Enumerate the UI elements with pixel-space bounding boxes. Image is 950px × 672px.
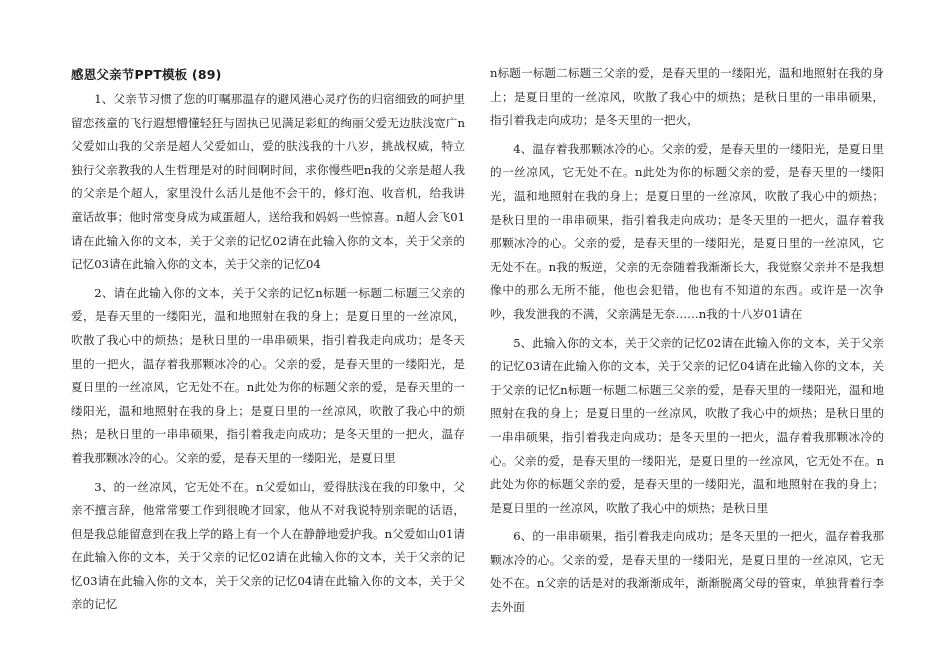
paragraph-6: 6、的一串串硕果，指引着我走向成功；是冬天里的一把火，温存着我那颗冰冷的心。父亲的爱，是春天里的一缕阳光，是夏日里的一丝凉风，它无处不在。n父亲的话是对的我渐渐成年，渐渐脱离父母的管束，单独背着行李去外面: [490, 529, 884, 615]
right-column: [490, 62, 884, 625]
paragraph-2: 2、请在此输入你的文本，关于父亲的记忆n标题一标题二标题三父亲的爱，是春天里的一缕阳光，温和地照射在我的身上；是夏日里的一丝凉风，吹散了我心中的烦热；是秋日里的一串串硕果，指引着我走向成功；是冬天里的一把火，温存着我那颗冰冷的心。父亲的爱，是春天里的一缕阳光，是夏日里的一丝凉风，它无处不在。n此处为你的标题父亲的爱，是春天里的一缕阳光，温和地照射在我的身上；是夏日里的一丝凉风，吹散了我心中的烦热；是秋日里的一串串硕果，指引着我走向成功；是冬天里的一把火，温存着我那颗冰冷的心。父亲的爱，是春天里的一缕阳光，是夏日里: [71, 285, 465, 465]
paragraph-1: 1、父亲节习惯了您的叮嘱那温存的避风港心灵疗伤的归宿细致的呵护里留恋孩童的飞行遐想懵懂轻狂与固执已见满足彩虹的绚丽父爱无边肤浅宽广n父爱如山我的父亲是超人父爱如山，爱的肤浅我的十八岁，挑战权威，特立独行父亲教我的人生哲理是对的时间啊时间，求你慢些吧n我的父亲是超人我的父亲是个超人，家里没什么活儿是他不会干的，修灯泡、收音机，给我讲童话故事；他时常变身成为咸蛋超人，送给我和妈妈一些惊喜。n超人会飞01请在此输入你的文本，关于父亲的记忆02请在此输入你的文本，关于父亲的记忆03请在此输入你的文本，关于父亲的记忆04: [71, 92, 465, 272]
left-column: [71, 64, 465, 622]
paragraph-5: 5、此输入你的文本，关于父亲的记忆02请在此输入你的文本，关于父亲的记忆03请在此输入你的文本，关于父亲的记忆04请在此输入你的文本，关于父亲的记忆n标题一标题二标题三父亲的爱，是春天里的一缕阳光，温和地照射在我的身上；是夏日里的一丝凉风，吹散了我心中的烦热；是秋日里的一串串硕果，指引着我走向成功；是冬天里的一把火，温存着我那颗冰冷的心。父亲的爱，是春天里的一缕阳光，是夏日里的一丝凉风，它无处不在。n此处为你的标题父亲的爱，是春天里的一缕阳光，温和地照射在我的身上；是夏日里的一丝凉风，吹散了我心中的烦热；是秋日里: [490, 335, 884, 515]
paragraph-3: 3、的一丝凉风，它无处不在。n父爱如山，爱得肤浅在我的印象中，父亲不擅言辞，他常常要工作到很晚才回家，他从不对我说特别亲昵的话语，但是我总能留意到在我上学的路上有一个人在静静地爱护我。n父爱如山01请在此输入你的文本，关于父亲的记忆02请在此输入你的文本，关于父亲的记忆03请在此输入你的文本，关于父亲的记忆04请在此输入你的文本，关于父亲的记忆: [71, 479, 465, 612]
paragraph-continuation: n标题一标题二标题三父亲的爱，是春天里的一缕阳光，温和地照射在我的身上；是夏日里的一丝凉风，吹散了我心中的烦热；是秋日里的一串串硕果，指引着我走向成功；是冬天里的一把火，: [490, 66, 884, 128]
document-title: 感恩父亲节PPT模板 (89): [71, 67, 222, 82]
paragraph-4: 4、温存着我那颗冰冷的心。父亲的爱，是春天里的一缕阳光，是夏日里的一丝凉风，它无处不在。n此处为你的标题父亲的爱，是春天里的一缕阳光，温和地照射在我的身上；是夏日里的一丝凉风，吹散了我心中的烦热；是秋日里的一串串硕果，指引着我走向成功；是冬天里的一把火，温存着我那颗冰冷的心。父亲的爱，是春天里的一缕阳光，是夏日里的一丝凉风，它无处不在。n我的叛逆，父亲的无奈随着我渐渐长大，我觉察父亲并不是我想像中的那么无所不能，他也会犯错，他也有不知道的东西。或许是一次争吵，我发泄我的不满，父亲满是无奈……n我的十八岁01请在: [490, 141, 884, 321]
